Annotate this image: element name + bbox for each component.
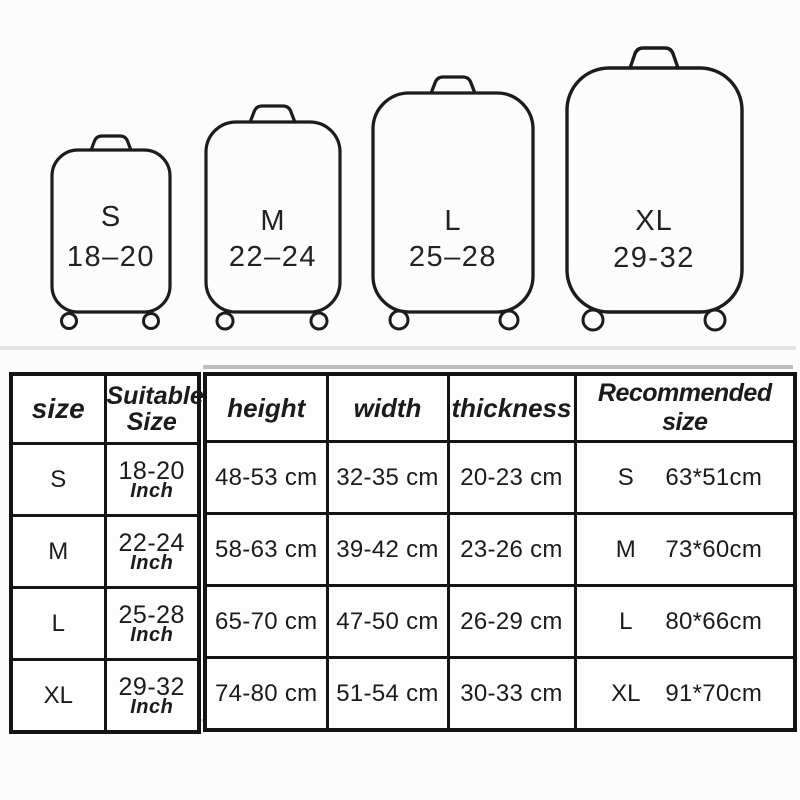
- cell-height: 48-53 cm: [205, 442, 327, 514]
- unit-label: Inch: [130, 623, 174, 646]
- header-recommended-size: Recommended size: [575, 374, 795, 442]
- cell-size: S: [11, 444, 105, 516]
- recommended-size-dims: 80*66cm: [665, 607, 763, 635]
- recommended-size-code: S: [617, 463, 634, 491]
- dimensions-table: [203, 372, 797, 732]
- suitcase-m-icon: [206, 106, 340, 329]
- table-row: [11, 516, 199, 588]
- cell-height: 58-63 cm: [205, 514, 327, 586]
- cell-thickness: 30-33 cm: [448, 658, 575, 731]
- recommended-size-code: L: [619, 607, 633, 635]
- scan-streak-top: [0, 346, 796, 350]
- cell-thickness: 26-29 cm: [448, 586, 575, 658]
- suitcase-size-label: L: [444, 205, 462, 237]
- suitcase-xl-icon: [567, 48, 742, 330]
- suitcase-wheel-right: [311, 313, 327, 329]
- table-row: [11, 444, 199, 516]
- cell-size: M: [11, 516, 105, 588]
- cell-recommended-size: [575, 514, 795, 586]
- header-size: size: [11, 374, 105, 444]
- suitcase-size-range: 18–20: [66, 241, 156, 273]
- range-value: 18-20: [118, 456, 185, 485]
- cell-recommended-size: [575, 586, 795, 658]
- table-row: [205, 442, 795, 514]
- cell-size: L: [11, 588, 105, 660]
- recommended-size-dims: 73*60cm: [665, 535, 763, 563]
- cell-suitable-size: [105, 588, 199, 660]
- suitcase-illustrations: [0, 0, 800, 345]
- table-row: [11, 588, 199, 660]
- cell-width: 32-35 cm: [327, 442, 448, 514]
- header-suitable-line1: Suitable: [106, 381, 204, 410]
- suitcase-body: [373, 93, 533, 312]
- cell-suitable-size: [105, 516, 199, 588]
- recommended-size-dims: 63*51cm: [665, 463, 763, 491]
- suitcase-wheel-right: [500, 311, 518, 329]
- table-row: [11, 660, 199, 733]
- cell-suitable-size: [105, 444, 199, 516]
- header-thickness: thickness: [448, 374, 575, 442]
- unit-label: Inch: [130, 479, 174, 502]
- suitcase-wheel-left: [62, 314, 77, 329]
- cell-recommended-size: [575, 658, 795, 731]
- suitcase-size-label: XL: [635, 205, 673, 237]
- unit-label: Inch: [130, 695, 174, 718]
- unit-label: Inch: [130, 551, 174, 574]
- cell-thickness: 20-23 cm: [448, 442, 575, 514]
- recommended-size-dims: 91*70cm: [665, 679, 763, 707]
- suitcase-wheel-right: [144, 314, 159, 329]
- table-header-row: [205, 374, 795, 442]
- recommended-size-code: XL: [611, 679, 641, 707]
- range-value: 22-24: [118, 528, 185, 557]
- suitcase-wheel-right: [705, 310, 725, 330]
- header-suitable-size: [105, 374, 204, 444]
- header-height: height: [205, 374, 327, 442]
- suitcase-wheel-left: [390, 311, 408, 329]
- cell-width: 51-54 cm: [327, 658, 448, 731]
- cell-suitable-size: [105, 660, 199, 733]
- suitcase-body: [567, 68, 742, 312]
- range-value: 29-32: [118, 672, 185, 701]
- suitcase-l-icon: [373, 77, 533, 329]
- suitcase-wheel-left: [217, 313, 233, 329]
- suitcase-wheel-left: [583, 310, 603, 330]
- cell-size: XL: [11, 660, 105, 733]
- suitcase-s-icon: [52, 136, 170, 329]
- cell-recommended-size: [575, 442, 795, 514]
- header-suitable-line2: Size: [126, 408, 177, 436]
- suitcase-size-range: 29-32: [613, 242, 695, 274]
- cell-width: 39-42 cm: [327, 514, 448, 586]
- recommended-size-code: M: [615, 535, 636, 563]
- size-inch-table: [9, 372, 204, 734]
- suitcase-size-label: M: [260, 205, 286, 237]
- range-value: 25-28: [118, 600, 185, 629]
- table-header-row: [11, 374, 199, 444]
- cell-width: 47-50 cm: [327, 586, 448, 658]
- suitcase-size-label: S: [100, 201, 122, 233]
- table-row: [205, 658, 795, 731]
- scan-streak-table-top: [203, 365, 793, 369]
- header-width: width: [327, 374, 448, 442]
- suitcase-size-range: 25–28: [408, 241, 498, 273]
- cell-height: 74-80 cm: [205, 658, 327, 731]
- table-row: [205, 586, 795, 658]
- table-row: [205, 514, 795, 586]
- suitcase-size-range: 22–24: [228, 241, 318, 273]
- cell-thickness: 23-26 cm: [448, 514, 575, 586]
- cell-height: 65-70 cm: [205, 586, 327, 658]
